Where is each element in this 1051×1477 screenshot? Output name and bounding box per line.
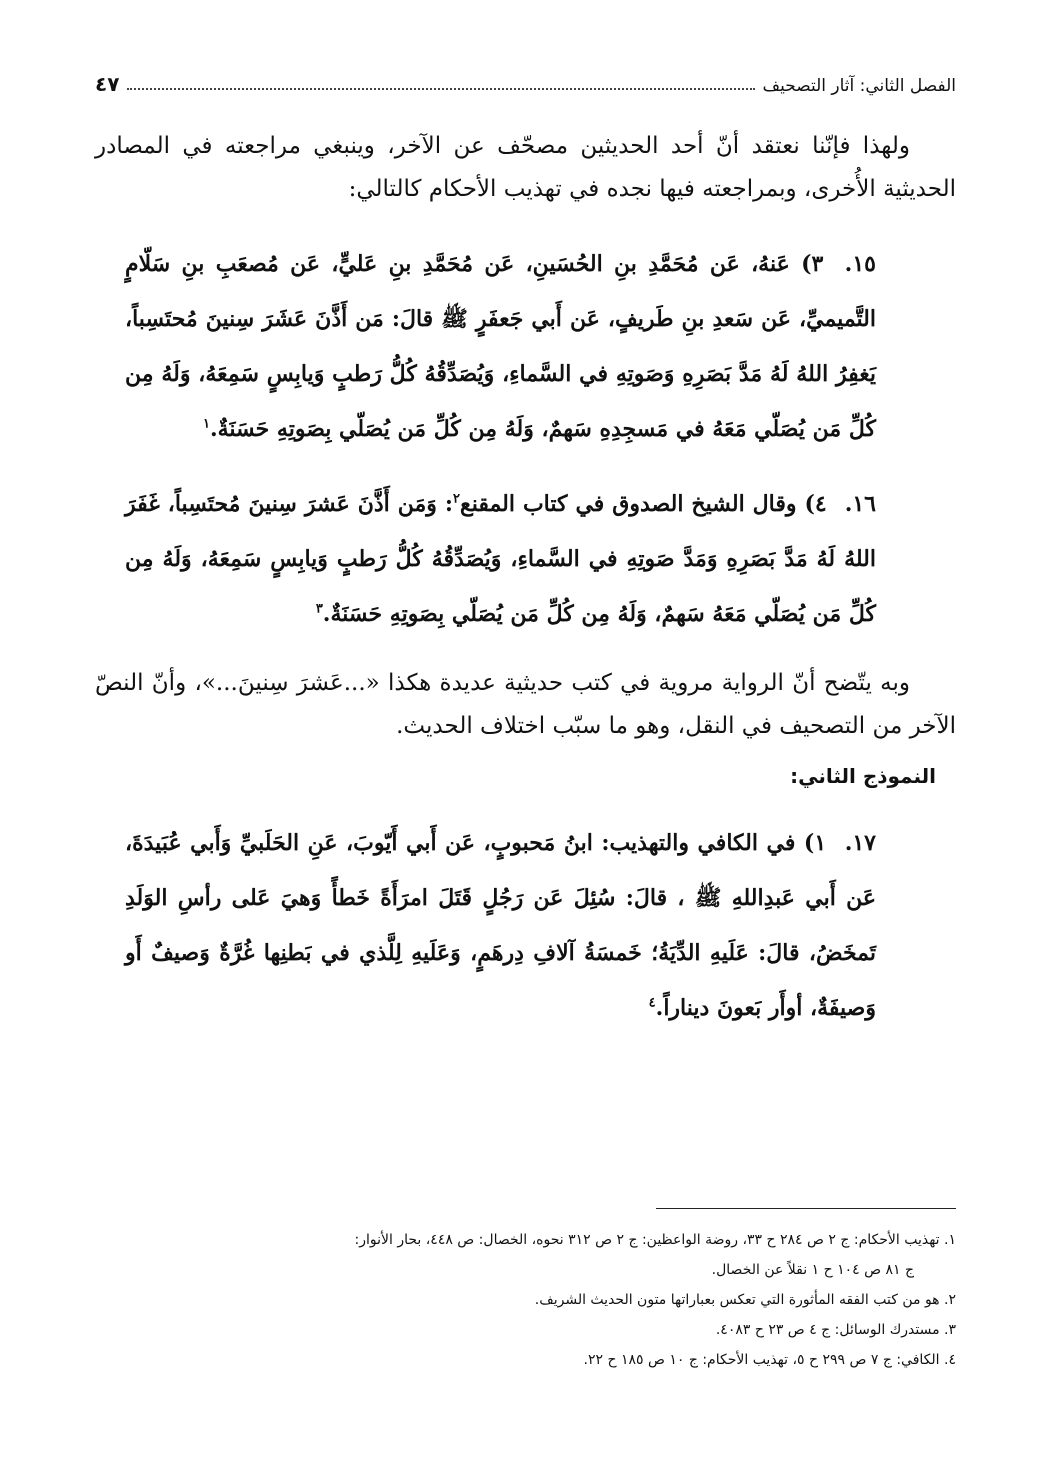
hadith-text: : وَمَن أَذَّنَ عَشرَ سِنينَ مُحتَسِباً، غَفَرَ اللهُ لَهُ مَدَّ بَصَرِهِ وَمَدَّ صَوتِهِ في السَّماءِ، وَيُصَدِّقُهُ كُلُّ رَطبٍ وَيابِسٍ سَمِعَهُ، وَلَهُ مِن كُلِّ مَن يُصَلّي مَعَهُ سَهمٌ، وَلَهُ مِن كُلِّ مَن يُصَلّي بِصَوتِهِ حَسَنَةٌ. xyxy=(125,491,876,627)
footnote-ref[interactable]: ٣ xyxy=(315,601,323,617)
footnote-ref[interactable]: ١ xyxy=(202,416,210,432)
note-paragraph: وبه يتّضح أنّ الرواية مروية في كتب حديثية عديدة هكذا «...عَشرَ سِنينَ...»، وأنّ النصّ الآخر من التصحيف في النقل، وهو ما سبّب اختلاف الحديث. xyxy=(95,670,956,739)
footnote-3: ٣. مستدرك الوسائل: ج ٤ ص ٢٣ ح ٤٠٨٣. xyxy=(715,1322,956,1338)
chapter-title: الفصل الثاني: آثار التصحيف xyxy=(762,76,956,96)
hadith-text: ١) في الكافي والتهذيب: ابنُ مَحبوبٍ، عَن أَبي أَيّوبَ، عَنِ الحَلَبيِّ وَأَبي عُبَيدَةَ، عَن أَبي عَبدِاللهِ ﷺ ، قالَ: سُئِلَ عَن رَجُلٍ قَتَلَ امرَأَةً خَطأً وَهيَ عَلى رأسِ الوَلَدِ تَمخَضُ، قالَ: عَلَيهِ الدِّيَةُ؛ خَمسَةُ آلافِ دِرهَمٍ، وَعَلَيهِ لِلَّذي في بَطنِها غُرَّةٌ وَصيفٌ أَو وَصيفَةٌ، أوأَر بَعونَ ديناراً. xyxy=(125,830,876,1021)
hadith-number: ١٥. xyxy=(844,251,876,277)
footnote-text: ١. تهذيب الأحكام: ج ٢ ص ٢٨٤ ح ٣٣، روضة الواعظين: ج ٢ ص ٣١٢ نحوه، الخصال: ص ٤٤٨، بحار الأنوار: xyxy=(354,1232,956,1248)
hadith-number: ١٦. xyxy=(844,491,876,517)
hadith-text-intro: ٤) وقال الشيخ الصدوق في كتاب المقنع xyxy=(459,491,827,517)
main-text xyxy=(95,125,956,1036)
footnote-divider xyxy=(656,1208,956,1209)
hadith-16 xyxy=(125,477,876,642)
footnote-ref[interactable]: ٤ xyxy=(648,995,656,1011)
footnote-ref[interactable]: ٢ xyxy=(453,491,460,507)
footnote-2: ٢. هو من كتب الفقه المأثورة التي تعكس بعباراتها متون الحديث الشريف. xyxy=(534,1292,956,1308)
footnotes xyxy=(95,1225,956,1375)
footnote-text-continued: ج ٨١ ص ١٠٤ ح ١ نقلاً عن الخصال. xyxy=(711,1262,914,1278)
hadith-text: ٣) عَنهُ، عَن مُحَمَّدِ بنِ الحُسَينِ، عَن مُحَمَّدِ بنِ عَليٍّ، عَن مُصعَبِ بنِ سَلّامٍ التَّميميِّ، عَن سَعدِ بنِ طَريفٍ، عَن أَبي جَعفَرٍ ﷺ قالَ: مَن أَذَّنَ عَشَرَ سِنينَ مُحتَسِباً، يَغفِرُ اللهُ لَهُ مَدَّ بَصَرِهِ وَصَوتِهِ في السَّماءِ، وَيُصَدِّقُهُ كُلُّ رَطبٍ وَيابِسٍ سَمِعَهُ، وَلَهُ مِن كُلِّ مَن يُصَلّي مَعَهُ في مَسجِدِهِ سَهمٌ، وَلَهُ مِن كُلِّ مَن يُصَلّي بِصَوتِهِ حَسَنَةٌ. xyxy=(125,251,876,442)
intro-paragraph: ولهذا فإنّنا نعتقد أنّ أحد الحديثين مصحّف عن الآخر، وينبغي مراجعته في المصادر الحديثية الأُخرى، وبمراجعته فيها نجده في تهذيب الأحكام كالتالي: xyxy=(95,133,956,202)
footnote-4: ٤. الكافي: ج ٧ ص ٢٩٩ ح ٥، تهذيب الأحكام: ج ١٠ ص ١٨٥ ح ٢٢. xyxy=(583,1352,956,1368)
hadith-17 xyxy=(125,816,876,1036)
page-number: ٤٧ xyxy=(95,72,120,96)
section-subheading: النموذج الثاني: xyxy=(790,764,936,788)
footnote-1 xyxy=(95,1225,956,1285)
leader-dots xyxy=(127,88,754,90)
hadith-15 xyxy=(125,237,876,457)
hadith-number: ١٧. xyxy=(844,830,876,856)
running-head xyxy=(95,60,956,96)
